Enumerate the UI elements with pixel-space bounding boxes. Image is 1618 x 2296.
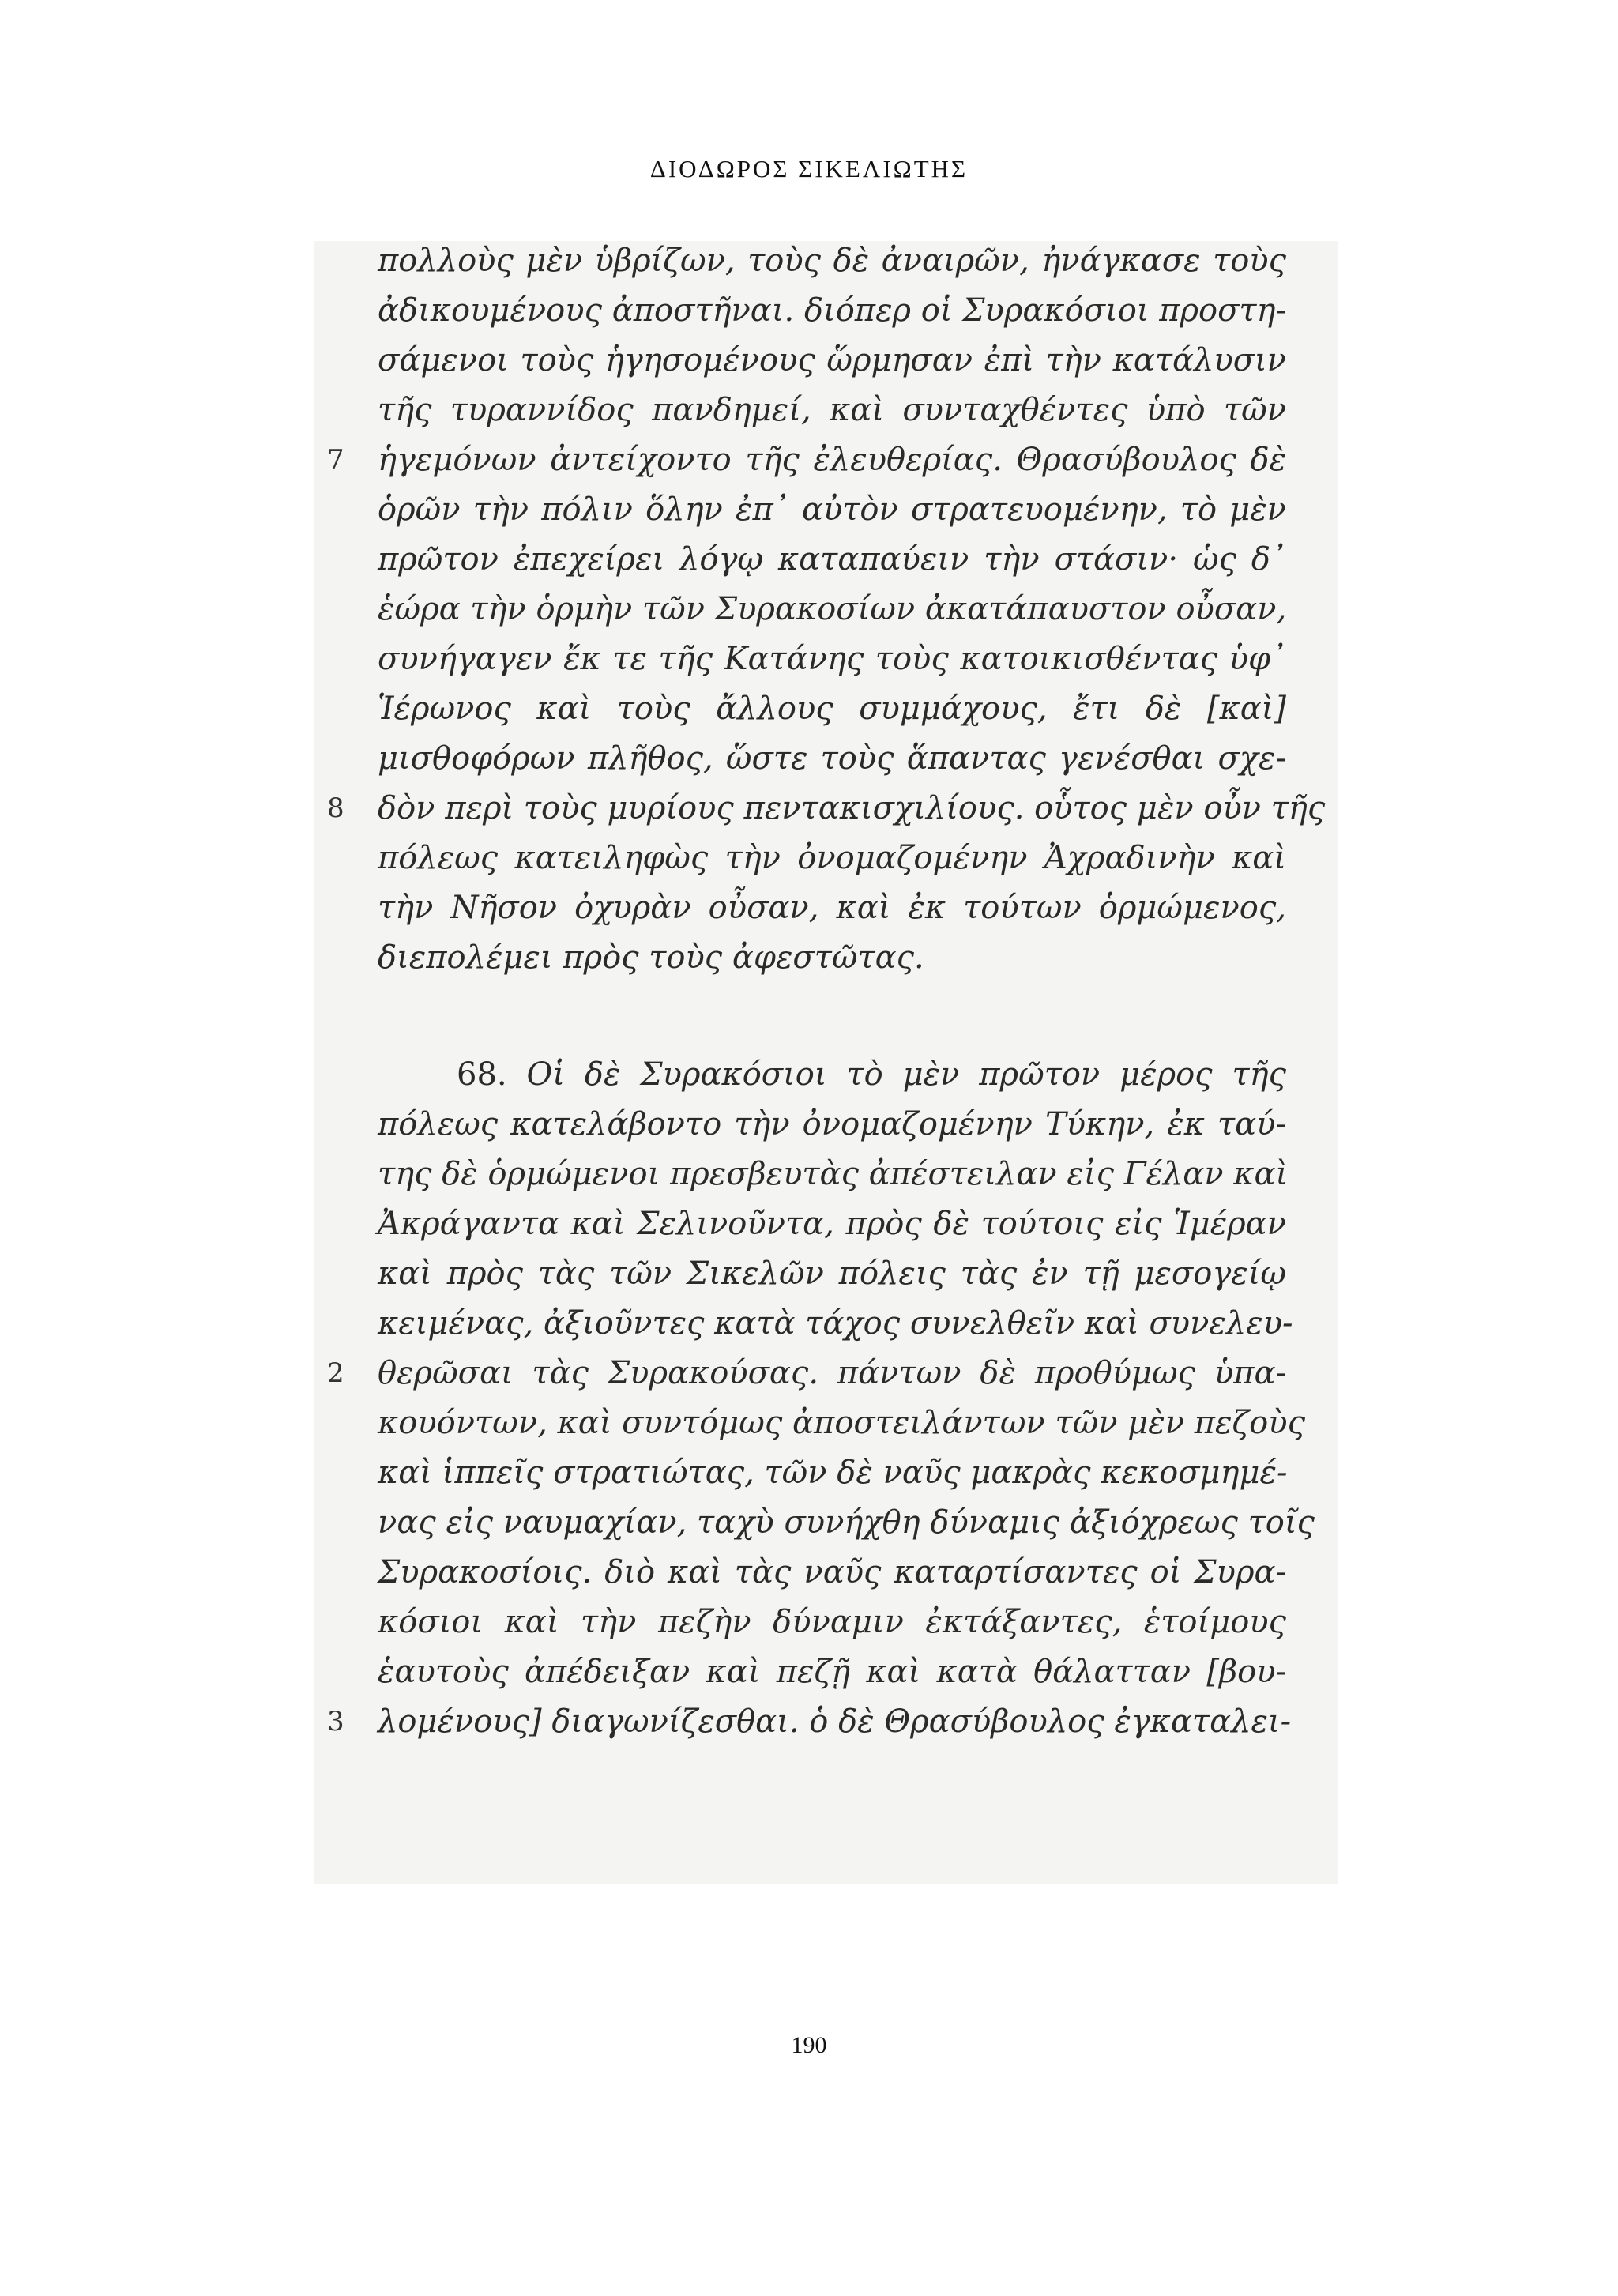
text-line: ἡγεμόνων ἀντείχοντο τῆς ἐλευθερίας. Θρασύβουλος δὲ <box>378 442 1286 478</box>
margin-number: 2 <box>327 1357 344 1389</box>
running-head-title: ΔΙΟΔΩΡΟΣ ΣΙΚΕΛΙΩΤΗΣ <box>649 155 969 183</box>
text-line: μισθοφόρων πλῆθος, ὥστε τοὺς ἅπαντας γενέσθαι σχε- <box>378 740 1286 777</box>
text-line: ἑαυτοὺς ἀπέδειξαν καὶ πεζῇ καὶ κατὰ θάλατταν [βου- <box>378 1654 1286 1690</box>
margin-number: 7 <box>327 444 344 476</box>
text-line: τὴν Νῆσον ὀχυρὰν οὖσαν, καὶ ἐκ τούτων ὁρμώμενος, <box>378 890 1286 926</box>
text-line: Ἱέρωνος καὶ τοὺς ἄλλους συμμάχους, ἔτι δὲ [καὶ] <box>378 691 1286 727</box>
text-line: θερῶσαι τὰς Συρακούσας. πάντων δὲ προθύμως ὑπα- <box>378 1355 1286 1391</box>
text-line: της δὲ ὁρμώμενοι πρεσβευτὰς ἀπέστειλαν εἰς Γέλαν καὶ <box>378 1156 1289 1192</box>
section-opening-line <box>378 1051 1286 1098</box>
text-line: συνήγαγεν ἔκ τε τῆς Κατάνης τοὺς κατοικισθέντας ὑφ᾽ <box>378 641 1286 677</box>
text-line: διεπολέμει πρὸς τοὺς ἀφεστῶτας. <box>378 939 924 976</box>
section-opening-text: Οἱ δὲ Συρακόσιοι τὸ μὲν πρῶτον μέρος τῆς <box>526 1056 1286 1093</box>
text-line: τῆς τυραννίδος πανδημεί, καὶ συνταχθέντες ὑπὸ τῶν <box>378 392 1286 428</box>
text-line: πρῶτον ἐπεχείρει λόγῳ καταπαύειν τὴν στάσιν· ὡς δ᾽ <box>378 541 1286 578</box>
text-line: πόλεως κατελάβοντο τὴν ὀνομαζομένην Τύκην, ἐκ ταύ- <box>378 1106 1286 1142</box>
text-line: ἀδικουμένους ἀποστῆναι. διόπερ οἱ Συρακόσιοι προστη- <box>378 292 1286 329</box>
text-line: Ἀκράγαντα καὶ Σελινοῦντα, πρὸς δὲ τούτοις εἰς Ἱμέραν <box>378 1206 1286 1242</box>
text-line: δὸν περὶ τοὺς μυρίους πεντακισχιλίους. οὗτος μὲν οὖν τῆς <box>378 790 1326 826</box>
text-line: κειμένας, ἀξιοῦντες κατὰ τάχος συνελθεῖν καὶ συνελευ- <box>378 1305 1293 1342</box>
text-line: ὁρῶν τὴν πόλιν ὅλην ἐπ᾽ αὐτὸν στρατευομένην, τὸ μὲν <box>378 491 1286 528</box>
text-line: πολλοὺς μὲν ὑβρίζων, τοὺς δὲ ἀναιρῶν, ἠνάγκασε τοὺς <box>378 243 1286 279</box>
text-line: σάμενοι τοὺς ἡγησομένους ὥρμησαν ἐπὶ τὴν κατάλυσιν <box>378 342 1286 378</box>
page-number: 190 <box>791 2032 827 2058</box>
text-line: λομένους] διαγωνίζεσθαι. ὁ δὲ Θρασύβουλος ἐγκαταλει- <box>378 1703 1292 1740</box>
text-line: Συρακοσίοις. διὸ καὶ τὰς ναῦς καταρτίσαντες οἱ Συρα- <box>378 1554 1286 1590</box>
text-line: κουόντων, καὶ συντόμως ἀποστειλάντων τῶν μὲν πεζοὺς <box>378 1405 1305 1441</box>
margin-number: 3 <box>327 1706 344 1737</box>
margin-number: 8 <box>327 792 344 824</box>
text-line: κόσιοι καὶ τὴν πεζὴν δύναμιν ἐκτάξαντες, ἑτοίμους <box>378 1604 1286 1640</box>
text-line: νας εἰς ναυμαχίαν, ταχὺ συνήχθη δύναμις ἀξιόχρεως τοῖς <box>378 1504 1315 1541</box>
text-line: πόλεως κατειληφὼς τὴν ὀνομαζομένην Ἀχραδινὴν καὶ <box>378 840 1286 876</box>
text-line: ἑώρα τὴν ὁρμὴν τῶν Συρακοσίων ἀκατάπαυστον οὖσαν, <box>378 591 1287 627</box>
text-line: καὶ ἱππεῖς στρατιώτας, τῶν δὲ ναῦς μακρὰς κεκοσμημέ- <box>378 1455 1288 1491</box>
section-number: 68. <box>457 1056 507 1093</box>
text-line: καὶ πρὸς τὰς τῶν Σικελῶν πόλεις τὰς ἐν τῇ μεσογείῳ <box>378 1255 1286 1292</box>
